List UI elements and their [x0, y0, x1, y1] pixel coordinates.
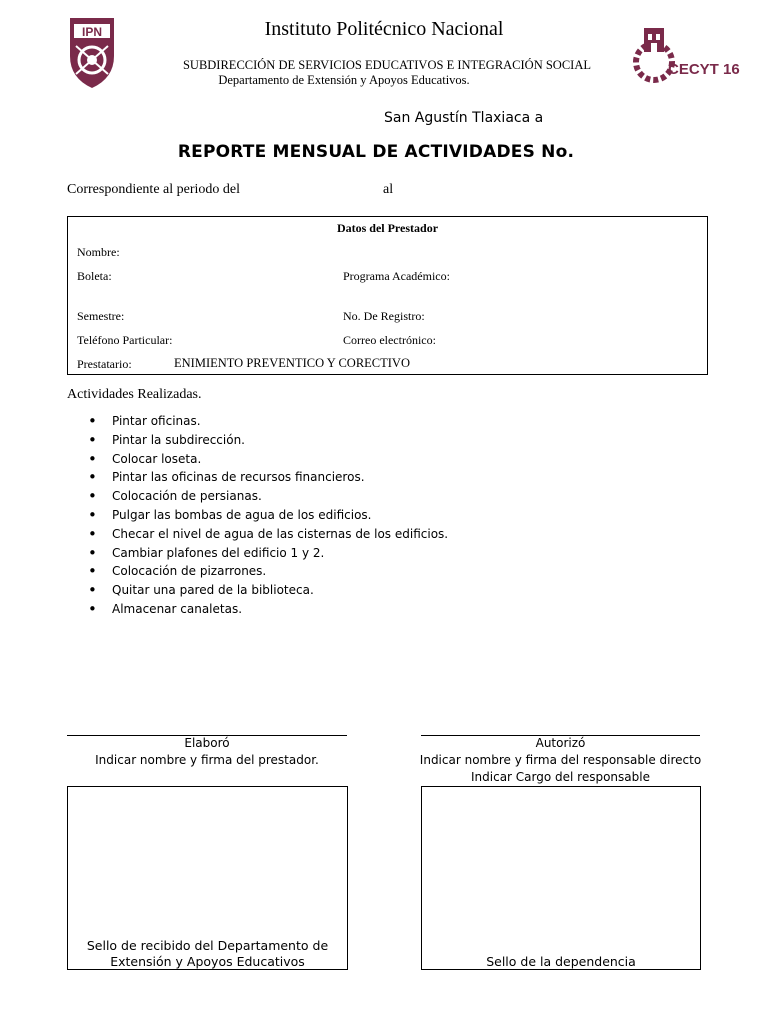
list-item: • Colocar loseta.	[88, 450, 448, 469]
right-stamp-label: Sello de la dependencia	[486, 954, 636, 969]
right-stamp-box	[421, 786, 701, 970]
right-signature-instruction: Indicar nombre y firma del responsable directo	[419, 753, 702, 767]
activities-label: Actividades Realizadas.	[67, 387, 202, 402]
list-item: • Pulgar las bombas de agua de los edificios.	[88, 506, 448, 525]
prestador-data-heading: Datos del Prestador	[336, 221, 439, 235]
period-label: Correspondiente al periodo del	[67, 182, 241, 197]
programa-label: Programa Académico:	[343, 269, 450, 283]
right-signature-role: Indicar Cargo del responsable	[471, 770, 650, 784]
right-signature-title: Autorizó	[535, 736, 586, 750]
list-item: • Pintar las oficinas de recursos financieros.	[88, 468, 448, 487]
svg-text:CECYT 16: CECYT 16	[668, 61, 740, 78]
prestatario-value: ENIMIENTO PREVENTICO Y CORECTIVO	[174, 356, 410, 370]
nombre-label: Nombre:	[77, 245, 120, 259]
list-item: • Pintar oficinas.	[88, 412, 448, 431]
list-item: • Almacenar canaletas.	[88, 600, 448, 619]
prestatario-label: Prestatario:	[77, 357, 132, 371]
left-signature-instruction: Indicar nombre y firma del prestador.	[95, 753, 319, 767]
semestre-label: Semestre:	[77, 309, 125, 323]
activities-list	[88, 412, 448, 619]
institution-title: Instituto Politécnico Nacional	[264, 18, 504, 40]
telefono-label: Teléfono Particular:	[77, 333, 173, 347]
list-item: • Quitar una pared de la biblioteca.	[88, 581, 448, 600]
cecyt-logo	[632, 24, 740, 86]
registro-label: No. De Registro:	[343, 309, 425, 323]
list-item: • Checar el nivel de agua de las cisternas de los edificios.	[88, 525, 448, 544]
report-title: REPORTE MENSUAL DE ACTIVIDADES No.	[177, 142, 575, 162]
left-stamp-label: Sello de recibido del Departamento de Extensión y Apoyos Educativos	[86, 938, 329, 969]
period-to-label: al	[383, 182, 394, 197]
list-item: • Cambiar plafones del edificio 1 y 2.	[88, 544, 448, 563]
list-item: • Colocación de pizarrones.	[88, 562, 448, 581]
list-item: • Pintar la subdirección.	[88, 431, 448, 450]
boleta-label: Boleta:	[77, 269, 112, 283]
prestador-data-box	[67, 216, 708, 375]
left-signature-title: Elaboró	[184, 736, 230, 750]
svg-text:IPN: IPN	[81, 25, 103, 39]
place-date: San Agustín Tlaxiaca a	[384, 110, 544, 126]
subdirection-name: SUBDIRECCIÓN DE SERVICIOS EDUCATIVOS E INTEGRACIÓN SOCIAL	[182, 58, 592, 72]
left-stamp-box	[67, 786, 348, 970]
department-name: Departamento de Extensión y Apoyos Educativos.	[218, 73, 470, 87]
list-item: • Colocación de persianas.	[88, 487, 448, 506]
correo-label: Correo electrónico:	[343, 333, 436, 347]
